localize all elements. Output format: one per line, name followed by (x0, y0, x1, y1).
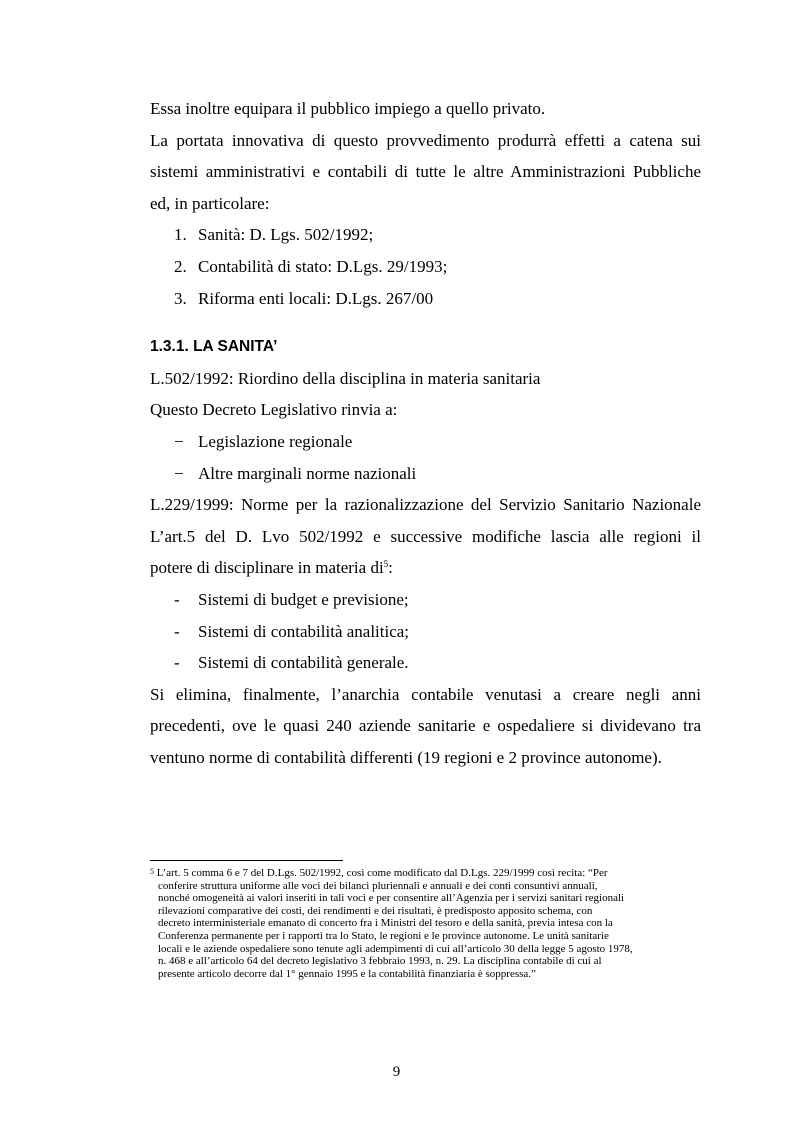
list-text: Sistemi di contabilità generale. (198, 653, 409, 673)
hyphen-marker: - (174, 621, 180, 641)
list-number: 2. (174, 256, 187, 276)
footnote (150, 867, 701, 980)
final-line-3: ventuno norme di contabilità differenti (19 regioni e 2 province autonome). (150, 747, 662, 767)
footnote-line: locali e le aziende ospedaliere sono tenute agli adempimenti di cui all’articolo 30 della legge 5 agosto 1978, (158, 942, 633, 955)
art5-line-2 (150, 552, 701, 584)
intro-line-4: ed, in particolare: (150, 193, 270, 213)
hyphen-marker: - (174, 653, 180, 673)
numbered-list-item (150, 219, 701, 251)
section-heading: 1.3.1. LA SANITA’ (150, 338, 278, 356)
footnote-line (150, 867, 701, 880)
intro-line-2: La portata innovativa di questo provvedimento produrrà effetti a catena sui (150, 130, 701, 150)
rinvia-line: Questo Decreto Legislativo rinvia a: (150, 400, 398, 420)
list-text: Contabilità di stato: D.Lgs. 29/1993; (198, 256, 448, 276)
dash-list-item (150, 458, 701, 490)
final-line-2: precedenti, ove le quasi 240 aziende sanitarie e ospedaliere si dividevano tra (150, 716, 701, 736)
numbered-list-item (150, 283, 701, 315)
list-number: 1. (174, 225, 187, 245)
list-text: Altre marginali norme nazionali (198, 463, 417, 483)
hyphen-list-item (150, 584, 701, 616)
footnote-line: nonché omogeneità ai valori inseriti in tali voci e per consentire all’Agenzia per i servizi sanitari regionali (158, 892, 625, 905)
footnote-line: conferire struttura uniforme alle voci dei bilanci pluriennali e annuali e dei conti consuntivi annuali, (158, 879, 598, 892)
dash-marker: − (174, 431, 184, 451)
footnote-text: L’art. 5 comma 6 e 7 del D.Lgs. 502/1992, così come modificato dal D.Lgs. 229/1999 così recita: “Per (156, 867, 608, 879)
art5-text: potere di disciplinare in materia di (150, 558, 384, 578)
hyphen-list-item (150, 647, 701, 679)
hyphen-marker: - (174, 589, 180, 609)
art5-colon: : (388, 558, 393, 578)
final-line-1: Si elimina, finalmente, l’anarchia contabile venutasi a creare negli anni (150, 684, 701, 704)
page-body (150, 93, 701, 773)
list-text: Sanità: D. Lgs. 502/1992; (198, 225, 374, 245)
footnote-line: n. 468 e all’articolo 64 del decreto legislativo 3 febbraio 1993, n. 29. La disciplina contabile di cui al (158, 955, 602, 968)
footnote-number: 5 (150, 867, 154, 876)
law-502-line: L.502/1992: Riordino della disciplina in materia sanitaria (150, 368, 541, 388)
hyphen-list-item (150, 616, 701, 648)
footnote-reference[interactable]: 5 (383, 559, 389, 570)
page-number: 9 (392, 1064, 401, 1080)
dash-marker: − (174, 463, 184, 483)
numbered-list-item (150, 251, 701, 283)
footnote-line: decreto interministeriale emanato di concerto fra i Ministri del tesoro e della sanità, previa intesa con la (158, 917, 613, 930)
footnote-separator (150, 860, 343, 861)
list-text: Sistemi di budget e previsione; (198, 589, 409, 609)
intro-line-1: Essa inoltre equipara il pubblico impiego a quello privato. (150, 99, 546, 118)
list-number: 3. (174, 288, 187, 308)
footnote-line: presente articolo decorre dal 1° gennaio 1995 e la contabilità finanziaria è soppressa.” (158, 967, 536, 980)
list-text: Sistemi di contabilità analitica; (198, 621, 410, 641)
list-text: Riforma enti locali: D.Lgs. 267/00 (198, 288, 434, 308)
footnote-line: rilevazioni comparative dei costi, dei rendimenti e dei risultati, è predisposto apposito schema, con (158, 904, 593, 917)
dash-list-item (150, 426, 701, 458)
list-text: Legislazione regionale (198, 431, 353, 451)
art5-line-1: L’art.5 del D. Lvo 502/1992 e successive modifiche lascia alle regioni il (150, 526, 701, 546)
intro-line-3: sistemi amministrativi e contabili di tutte le altre Amministrazioni Pubbliche (150, 162, 701, 182)
law-229-line: L.229/1999: Norme per la razionalizzazione del Servizio Sanitario Nazionale (150, 495, 701, 515)
footnote-line: Conferenza permanente per i rapporti tra lo Stato, le regioni e le province autonome. Le unità sanitarie (158, 929, 609, 942)
